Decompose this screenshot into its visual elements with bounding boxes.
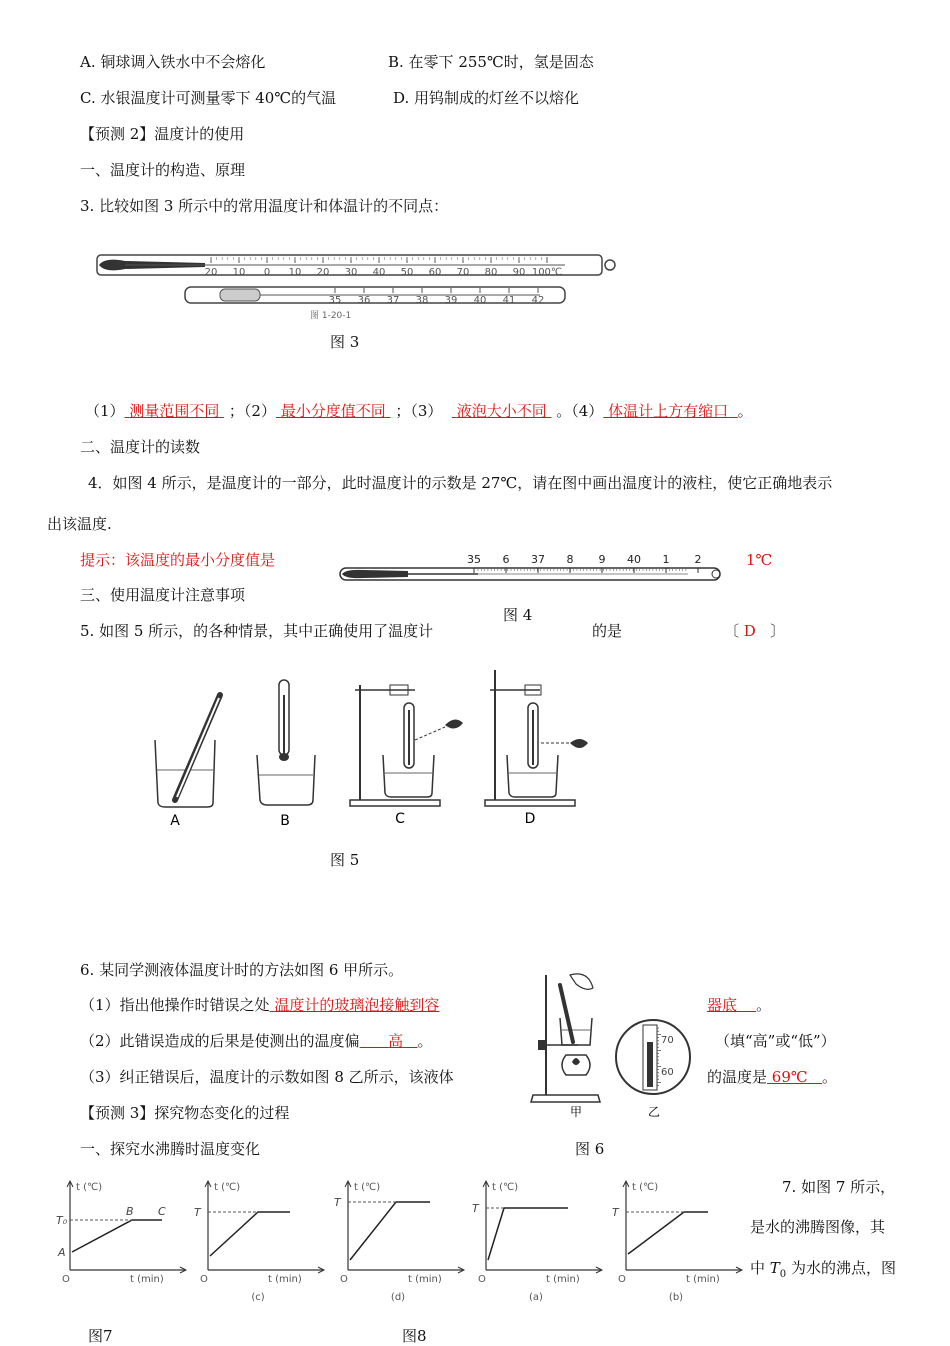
figure-4-thermometer: [338, 552, 733, 587]
graph-xlabel: t (min): [686, 1274, 720, 1285]
q7-text-line2: 是水的沸腾图像，其: [750, 1218, 886, 1236]
graph-a-label: A: [58, 1246, 66, 1259]
upper-scale-label: 10: [232, 267, 246, 278]
q4-text-line2: 出该温度.: [47, 515, 112, 533]
boiling-graph: [56, 1181, 186, 1285]
q3-answer-line: （1） 测量范围不同 ；（2） 最小分度值不同 ；（3） 液泡大小不同 。（4） 体温计上方有缩口 。: [85, 402, 753, 420]
graph-sub-caption: (b): [668, 1292, 684, 1303]
graph-line: [350, 1202, 430, 1260]
upper-scale-label: 30: [344, 267, 358, 278]
scene-a-label: A: [170, 813, 180, 829]
q6-sub3-tail: 的温度是 69℃ 。: [707, 1068, 837, 1086]
graph-sub-caption: (d): [390, 1292, 406, 1303]
figure-8-caption: 图8: [402, 1327, 427, 1345]
boiling-graph: [612, 1181, 742, 1303]
graph-ylabel: t (℃): [214, 1182, 241, 1193]
graph-origin: O: [200, 1274, 208, 1285]
option-b: B. 在零下 255℃时，氢是固态: [388, 53, 594, 71]
q5-text-b: 的是: [592, 622, 623, 640]
q4-text-line1: 4．如图 4 所示，是温度计的一部分，此时温度计的示数是 27℃，请在图中画出温度计的液柱，使它正确地表示: [88, 474, 833, 492]
graph-ylabel: t (℃): [76, 1182, 103, 1193]
figure-4-caption: 图 4: [503, 606, 533, 624]
upper-scale-label: 70: [456, 267, 470, 278]
q6-sub3: （3）纠正错误后，温度计的示数如图 8 乙所示，该液体: [80, 1068, 454, 1086]
graph-sub-caption: (a): [529, 1292, 543, 1303]
q6-answer-1b: 器底: [707, 996, 738, 1014]
section-heading-predict2: 【预测 2】温度计的使用: [80, 125, 245, 143]
graph-line: [210, 1212, 290, 1256]
fig4-scale-label: 6: [502, 553, 510, 566]
q4-hint: 提示：该温度的最小分度值是: [80, 551, 276, 569]
graph-ylabel: t (℃): [354, 1182, 381, 1193]
boiling-graph: [194, 1181, 324, 1303]
fig4-scale-label: 40: [627, 553, 641, 566]
upper-scale-label: 20: [204, 267, 218, 278]
lower-scale-label: 37: [386, 295, 400, 306]
lower-scale-label: 41: [502, 295, 516, 306]
lower-scale-label: 40: [473, 295, 487, 306]
graph-xlabel: t (min): [408, 1274, 442, 1285]
upper-scale-label: 0: [263, 267, 271, 278]
graph-xlabel: t (min): [546, 1274, 580, 1285]
scene-d: [485, 670, 588, 827]
scene-d-label: D: [524, 811, 536, 827]
graph-ylabel: t (℃): [492, 1182, 519, 1193]
graph-b-label: B: [126, 1205, 134, 1218]
q4-hint-value: 1℃: [746, 551, 773, 569]
lower-scale-label: 38: [415, 295, 429, 306]
upper-scale-label: 100℃: [531, 267, 563, 278]
part1-title: 一、温度计的构造、原理: [80, 161, 246, 179]
option-a: A. 铜球调入铁水中不会熔化: [80, 53, 266, 71]
scene-b-label: B: [280, 813, 290, 829]
q3-answer-4: 体温计上方有缩口: [608, 402, 729, 420]
q3-answer-2: 最小分度值不同: [280, 402, 386, 420]
fig4-scale-label: 2: [694, 553, 702, 566]
lower-scale-label: 42: [531, 295, 545, 306]
fig4-scale-label: 37: [531, 553, 545, 566]
part2-title: 二、温度计的读数: [80, 438, 201, 456]
q6-answer-3: 69℃: [771, 1068, 808, 1086]
q3-text: 3. 比较如图 3 所示中的常用温度计和体温计的不同点：: [80, 197, 449, 215]
fig4-scale-label: 9: [598, 553, 606, 566]
figure-5-caption: 图 5: [330, 851, 360, 869]
q6-text: 6. 某同学测液体温度计时的方法如图 6 甲所示。: [80, 961, 404, 979]
q7-text-line1: 7. 如图 7 所示，: [782, 1178, 896, 1196]
graph-sub-caption: (c): [251, 1292, 265, 1303]
option-d: D. 用钨制成的灯丝不以熔化: [393, 89, 580, 107]
label-yi: 乙: [648, 1105, 661, 1119]
upper-scale-label: 40: [372, 267, 386, 278]
upper-scale-label: 50: [400, 267, 414, 278]
part4-title: 一、探究水沸腾时温度变化: [80, 1140, 261, 1158]
fig4-scale-label: 1: [662, 553, 670, 566]
graph-line: [628, 1212, 708, 1254]
graph-ylabel: t (℃): [632, 1182, 659, 1193]
boiling-graph: [472, 1181, 602, 1303]
upper-scale-label: 10: [288, 267, 302, 278]
figure-6-apparatus: [528, 970, 698, 1122]
figure-7-caption: 图7: [88, 1327, 113, 1345]
fig4-scale-label: 8: [566, 553, 574, 566]
q6-sub1-tail: 器底 。: [707, 996, 772, 1014]
graph-t-label: T₀: [56, 1214, 68, 1227]
q3-answer-3: 液泡大小不同: [456, 402, 547, 420]
q6-sub2: （2）此错误造成的后果是使测出的温度偏 高 。: [80, 1032, 433, 1050]
scene-b: [257, 680, 315, 829]
part3-title: 三、使用温度计注意事项: [80, 586, 246, 604]
graph-xlabel: t (min): [130, 1274, 164, 1285]
fig6-scale-60: 60: [661, 1067, 674, 1078]
figure-3-caption: 图 3: [330, 333, 360, 351]
q6-answer-2: 高: [388, 1032, 404, 1050]
lower-scale-label: 35: [328, 295, 342, 306]
option-c: C. 水银温度计可测量零下 40℃的气温: [80, 89, 337, 107]
lower-scale-label: 39: [444, 295, 458, 306]
figure-3-thermometers: [95, 245, 625, 320]
figure-5-scenes: [145, 665, 605, 830]
label-jia: 甲: [570, 1105, 583, 1119]
figure-3-subcaption: 图 1-20-1: [310, 311, 352, 321]
lower-scale-label: 36: [357, 295, 371, 306]
section-heading-predict3: 【预测 3】探究物态变化的过程: [80, 1104, 290, 1122]
upper-scale-label: 20: [316, 267, 330, 278]
q3-answer-1: 测量范围不同: [129, 402, 220, 420]
upper-scale-label: 90: [512, 267, 526, 278]
scene-a: [155, 695, 220, 829]
graph-t-label: T: [194, 1206, 201, 1219]
fig4-scale-label: 35: [467, 553, 481, 566]
graph-origin: O: [618, 1274, 626, 1285]
q6-sub1: （1）指出他操作时错误之处 温度计的玻璃泡接触到容: [80, 996, 440, 1014]
graph-line: [488, 1208, 568, 1260]
upper-scale-label: 80: [484, 267, 498, 278]
graph-origin: O: [62, 1274, 70, 1285]
graph-t-label: T: [612, 1206, 619, 1219]
q6-sub2-note: （填“高”或“低”）: [715, 1032, 836, 1050]
boiling-graph: [334, 1181, 464, 1303]
q5-text: 5. 如图 5 所示，的各种情景，其中正确使用了温度计: [80, 622, 434, 640]
graph-t-label: T: [334, 1196, 341, 1209]
fig6-scale-70: 70: [661, 1035, 674, 1046]
figure-7-8-graphs: [56, 1178, 740, 1306]
graph-origin: O: [340, 1274, 348, 1285]
scene-c-label: C: [395, 811, 405, 827]
graph-xlabel: t (min): [268, 1274, 302, 1285]
scene-c: [350, 685, 463, 827]
graph-t-label: T: [472, 1202, 479, 1215]
graph-line: [72, 1220, 162, 1252]
graph-origin: O: [478, 1274, 486, 1285]
q7-text-line3: 中 $T_0$ 为水的沸点，图: [750, 1259, 896, 1280]
q6-answer-1a: 温度计的玻璃泡接触到容: [274, 996, 440, 1014]
upper-scale-label: 60: [428, 267, 442, 278]
figure-6-caption: 图 6: [575, 1140, 605, 1158]
q5-answer-bracket: 〔 D 〕: [724, 622, 786, 640]
graph-c-label: C: [158, 1205, 166, 1218]
q5-answer: D: [743, 622, 756, 640]
